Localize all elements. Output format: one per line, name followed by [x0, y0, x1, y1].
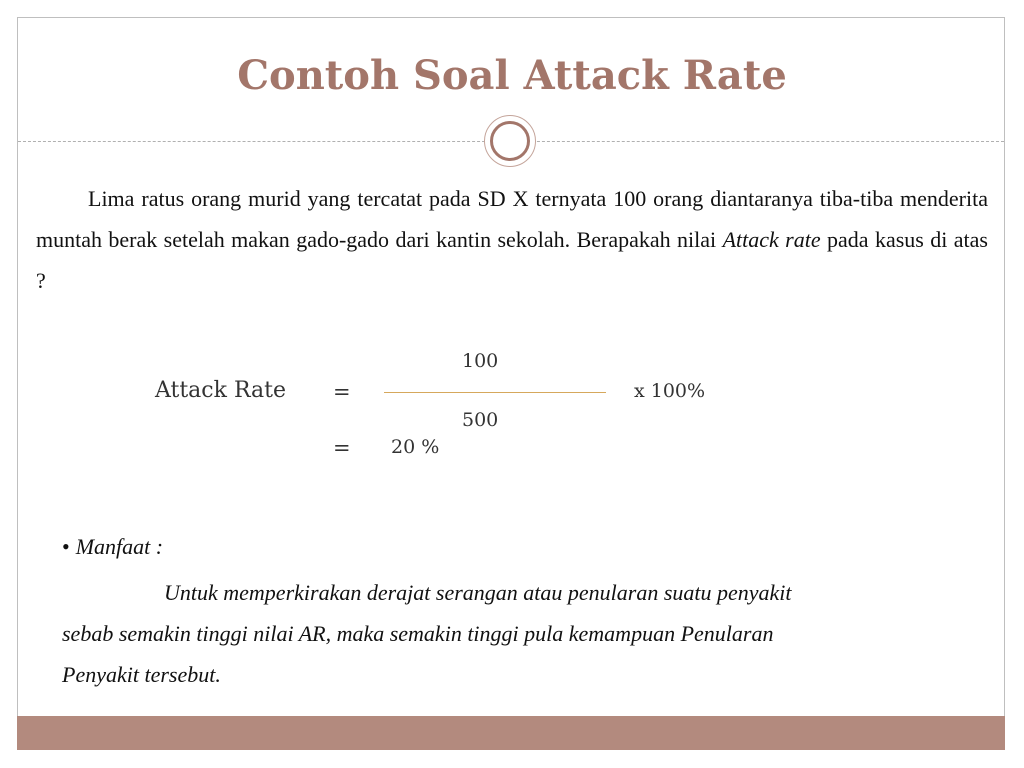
- benefit-line-2: sebab semakin tinggi nilai AR, maka semakin tinggi pula kemampuan Penularan: [62, 621, 774, 646]
- problem-text-part1: Lima ratus orang murid yang tercatat pada SD X ternyata 100 orang diantaranya tiba-tiba menderita muntah berak setelah makan gado-gado dari kantin sekolah. Berapakah nilai: [36, 186, 988, 252]
- formula-numerator: 100: [462, 350, 499, 372]
- benefit-line-3: Penyakit tersebut.: [62, 662, 221, 687]
- circle-ornament-icon: [484, 115, 536, 167]
- formula-denominator: 500: [462, 409, 499, 431]
- benefit-heading: [62, 534, 163, 560]
- benefit-heading-text: Manfaat :: [75, 534, 164, 559]
- formula-equals: =: [333, 380, 351, 404]
- formula-multiplier: x 100%: [634, 380, 706, 402]
- footer-bar: [17, 716, 1005, 750]
- formula-label: Attack Rate: [155, 378, 286, 403]
- benefit-description: [62, 572, 962, 695]
- problem-text-emphasis: Attack rate: [722, 227, 821, 252]
- bullet-icon: •: [62, 534, 70, 559]
- fraction-line: [384, 392, 606, 393]
- benefit-line-1: Untuk memperkirakan derajat serangan atau penularan suatu penyakit: [164, 580, 792, 605]
- formula-result-equals: =: [333, 436, 351, 460]
- problem-statement: [36, 178, 988, 301]
- slide-title: Contoh Soal Attack Rate: [237, 52, 787, 99]
- formula-result: 20 %: [391, 436, 440, 458]
- problem-text-part2: pada kasus di atas ?: [36, 227, 988, 293]
